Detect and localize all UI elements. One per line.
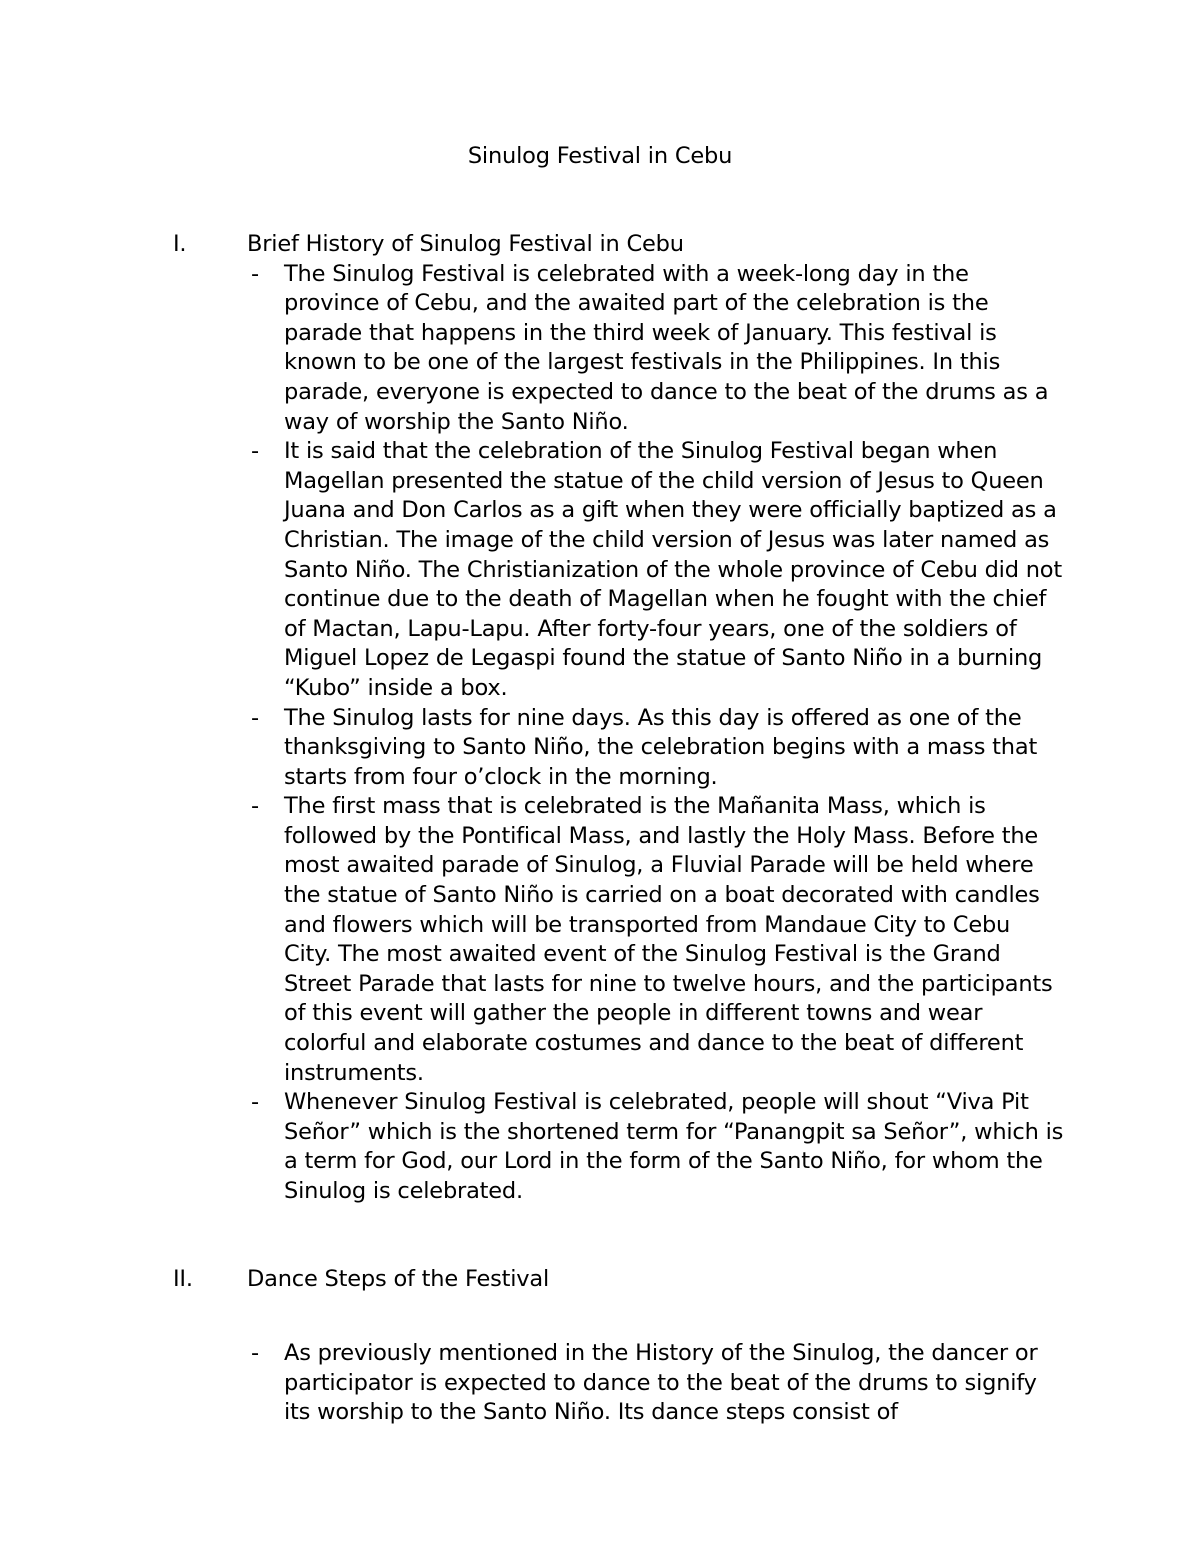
bullet-dash: -	[251, 1339, 259, 1366]
bullet-text: The Sinulog Festival is celebrated with a week-long day in the province of Cebu, and the awaited part of the celebration is the parade that happens in the third week of January. This festival is known to be one of the largest festivals in the Philippines. In this parade, everyone is expected to dance to the beat of the drums as a way of worship the Santo Niño.	[284, 260, 1049, 435]
bullet-dash: -	[251, 438, 259, 465]
bullet-text: Whenever Sinulog Festival is celebrated, people will shout “Viva Pit Señor” which is the shortened term for “Panangpit sa Señor”, which is a term for God, our Lord in the form of the Santo Niño, for whom the Sinulog is celebrated.	[284, 1089, 1064, 1204]
bullet-text: The first mass that is celebrated is the Mañanita Mass, which is followed by the Pontifical Mass, and lastly the Holy Mass. Before the most awaited parade of Sinulog, a Fluvial Parade will be held where the statue of Santo Niño is carried on a boat decorated with candles and flowers which will be transported from Mandaue City to Cebu City. The most awaited event of the Sinulog Festival is the Grand Street Parade that lasts for nine to twelve hours, and the participants of this event will gather the people in different towns and wear colorful and elaborate costumes and dance to the beat of different instruments.	[284, 793, 1053, 1086]
bullet-item	[0, 260, 1064, 438]
bullet-text: As previously mentioned in the History of the Sinulog, the dancer or participator is expected to dance to the beat of the drums to signify its worship to the Santo Niño. Its dance steps consist of	[284, 1339, 1038, 1426]
bullet-item	[0, 704, 1064, 793]
bullet-list	[0, 1339, 1200, 1428]
bullet-dash: -	[251, 1089, 259, 1116]
bullet-dash: -	[251, 793, 259, 820]
bullet-item	[0, 1339, 1064, 1428]
document-title: Sinulog Festival in Cebu	[467, 143, 733, 169]
section-heading-text: Brief History of Sinulog Festival in Cebu	[247, 231, 684, 257]
section-numeral: II.	[173, 1266, 193, 1292]
section-heading	[0, 230, 1200, 260]
section-heading-text: Dance Steps of the Festival	[247, 1266, 550, 1292]
section-numeral: I.	[173, 231, 187, 257]
bullet-item	[0, 792, 1064, 1088]
bullet-text: It is said that the celebration of the Sinulog Festival began when Magellan presented the statue of the child version of Jesus to Queen Juana and Don Carlos as a gift when they were officially baptized as a Christian. The image of the child version of Jesus was later named as Santo Niño. The Christianization of the whole province of Cebu did not continue due to the death of Magellan when he fought with the chief of Mactan, Lapu-Lapu. After forty-four years, one of the soldiers of Miguel Lopez de Legaspi found the statue of Santo Niño in a burning “Kubo” inside a box.	[284, 438, 1062, 701]
section-heading	[0, 1265, 1200, 1295]
section-dance-steps	[0, 1265, 1200, 1428]
section-history	[0, 230, 1200, 1207]
bullet-item	[0, 437, 1064, 703]
bullet-dash: -	[251, 260, 259, 287]
bullet-item	[0, 1088, 1064, 1206]
bullet-dash: -	[251, 704, 259, 731]
bullet-list	[0, 260, 1200, 1207]
bullet-text: The Sinulog lasts for nine days. As this day is offered as one of the thanksgiving to Santo Niño, the celebration begins with a mass that starts from four o’clock in the morning.	[284, 704, 1038, 790]
